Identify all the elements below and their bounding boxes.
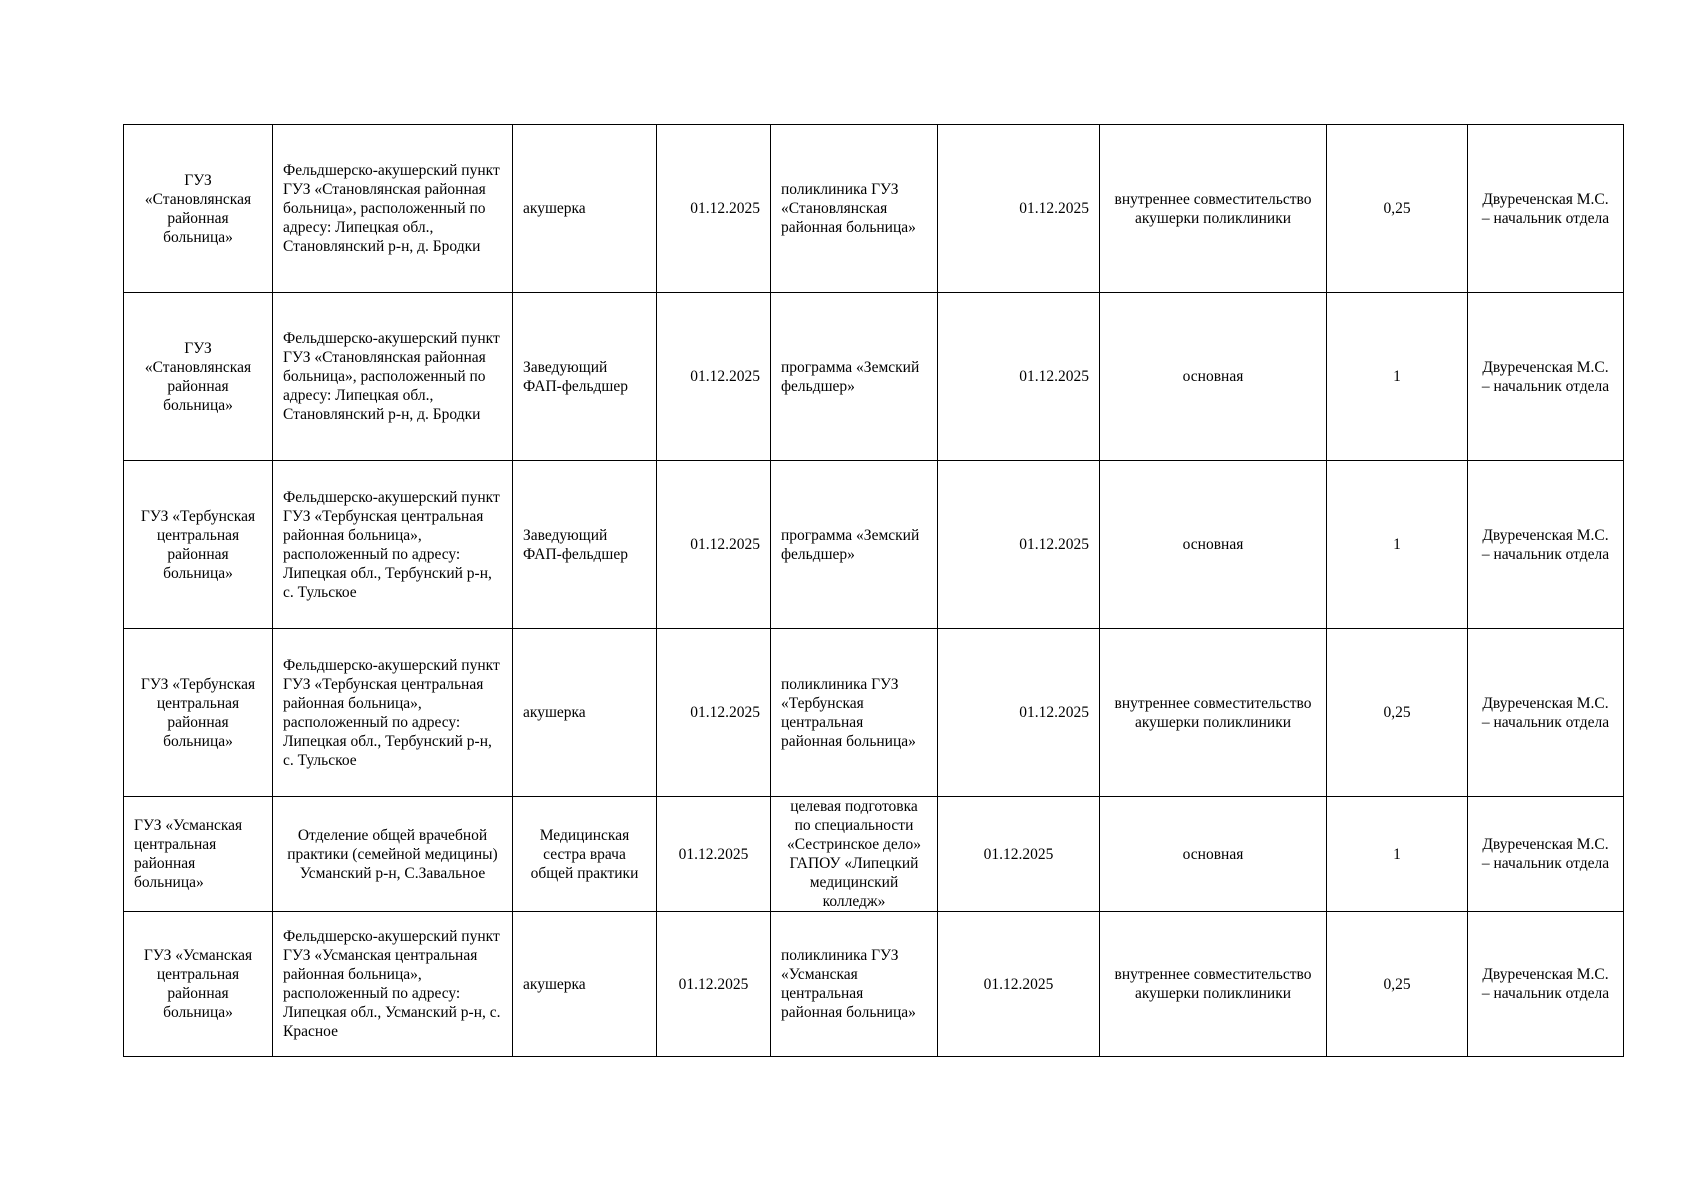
start-date-cell: 01.12.2025 xyxy=(657,629,771,797)
position-cell: Заведующий ФАП-фельдшер xyxy=(513,293,657,461)
end-date-cell: 01.12.2025 xyxy=(938,461,1100,629)
staffing-table xyxy=(123,124,1624,1057)
position-cell: Заведующий ФАП-фельдшер xyxy=(513,461,657,629)
organization-cell: ГУЗ «Тербунская центральная районная больница» xyxy=(124,461,273,629)
start-date-cell: 01.12.2025 xyxy=(657,912,771,1057)
rate-cell: 1 xyxy=(1327,293,1468,461)
source-cell: программа «Земский фельдшер» xyxy=(771,293,938,461)
responsible-cell: Двуреченская М.С. – начальник отдела xyxy=(1468,629,1624,797)
rate-cell: 0,25 xyxy=(1327,125,1468,293)
responsible-cell: Двуреченская М.С. – начальник отдела xyxy=(1468,461,1624,629)
end-date-cell: 01.12.2025 xyxy=(938,629,1100,797)
start-date-cell: 01.12.2025 xyxy=(657,125,771,293)
position-cell: Медицинская сестра врача общей практики xyxy=(513,797,657,912)
rate-cell: 0,25 xyxy=(1327,629,1468,797)
rate-cell: 1 xyxy=(1327,797,1468,912)
rate-cell: 1 xyxy=(1327,461,1468,629)
employment-type-cell: внутреннее совместительство акушерки поликлиники xyxy=(1100,629,1327,797)
unit-cell: Отделение общей врачебной практики (семейной медицины) Усманский р-н, С.Завальное xyxy=(273,797,513,912)
table-row xyxy=(124,797,1624,912)
employment-type-cell: основная xyxy=(1100,293,1327,461)
position-cell: акушерка xyxy=(513,629,657,797)
start-date-cell: 01.12.2025 xyxy=(657,461,771,629)
start-date-cell: 01.12.2025 xyxy=(657,293,771,461)
end-date-cell: 01.12.2025 xyxy=(938,797,1100,912)
source-cell: поликлиника ГУЗ «Усманская центральная районная больница» xyxy=(771,912,938,1057)
position-cell: акушерка xyxy=(513,125,657,293)
end-date-cell: 01.12.2025 xyxy=(938,125,1100,293)
start-date-cell: 01.12.2025 xyxy=(657,797,771,912)
organization-cell: ГУЗ «Становлянская районная больница» xyxy=(124,125,273,293)
rate-cell: 0,25 xyxy=(1327,912,1468,1057)
source-cell: поликлиника ГУЗ «Тербунская центральная районная больница» xyxy=(771,629,938,797)
unit-cell: Фельдшерско-акушерский пункт ГУЗ «Тербунская центральная районная больница», расположенный по адресу: Липецкая обл., Тербунский р-н, с. Тульское xyxy=(273,461,513,629)
position-cell: акушерка xyxy=(513,912,657,1057)
end-date-cell: 01.12.2025 xyxy=(938,912,1100,1057)
unit-cell: Фельдшерско-акушерский пункт ГУЗ «Становлянская районная больница», расположенный по адресу: Липецкая обл., Становлянский р-н, д. Бродки xyxy=(273,293,513,461)
unit-cell: Фельдшерско-акушерский пункт ГУЗ «Усманская центральная районная больница», расположенный по адресу: Липецкая обл., Усманский р-н, с. Красное xyxy=(273,912,513,1057)
organization-cell: ГУЗ «Становлянская районная больница» xyxy=(124,293,273,461)
organization-cell: ГУЗ «Усманская центральная районная больница» xyxy=(124,797,273,912)
employment-type-cell: внутреннее совместительство акушерки поликлиники xyxy=(1100,912,1327,1057)
unit-cell: Фельдшерско-акушерский пункт ГУЗ «Тербунская центральная районная больница», расположенный по адресу: Липецкая обл., Тербунский р-н, с. Тульское xyxy=(273,629,513,797)
organization-cell: ГУЗ «Тербунская центральная районная больница» xyxy=(124,629,273,797)
source-cell: программа «Земский фельдшер» xyxy=(771,461,938,629)
source-cell: поликлиника ГУЗ «Становлянская районная больница» xyxy=(771,125,938,293)
source-cell: целевая подготовка по специальности «Сестринское дело» ГАПОУ «Липецкий медицинский колледж» xyxy=(771,797,938,912)
responsible-cell: Двуреченская М.С. – начальник отдела xyxy=(1468,293,1624,461)
responsible-cell: Двуреченская М.С. – начальник отдела xyxy=(1468,125,1624,293)
table-row xyxy=(124,293,1624,461)
end-date-cell: 01.12.2025 xyxy=(938,293,1100,461)
responsible-cell: Двуреченская М.С. – начальник отдела xyxy=(1468,797,1624,912)
employment-type-cell: основная xyxy=(1100,797,1327,912)
responsible-cell: Двуреченская М.С. – начальник отдела xyxy=(1468,912,1624,1057)
employment-type-cell: внутреннее совместительство акушерки поликлиники xyxy=(1100,125,1327,293)
table-row xyxy=(124,125,1624,293)
table-row xyxy=(124,912,1624,1057)
table-row xyxy=(124,461,1624,629)
table-row xyxy=(124,629,1624,797)
employment-type-cell: основная xyxy=(1100,461,1327,629)
unit-cell: Фельдшерско-акушерский пункт ГУЗ «Становлянская районная больница», расположенный по адресу: Липецкая обл., Становлянский р-н, д. Бродки xyxy=(273,125,513,293)
organization-cell: ГУЗ «Усманская центральная районная больница» xyxy=(124,912,273,1057)
